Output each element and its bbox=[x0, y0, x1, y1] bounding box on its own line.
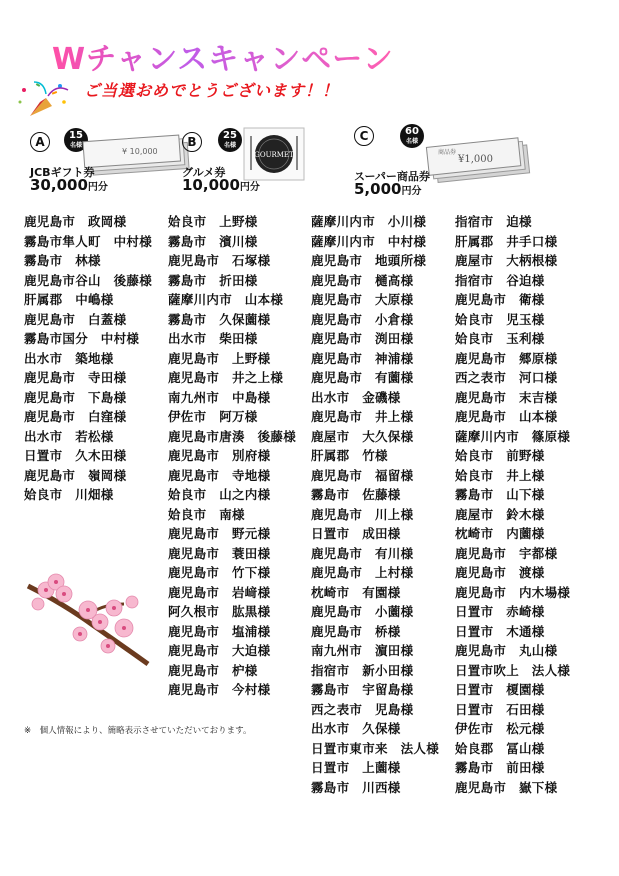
winner-entry: 鹿児島市 井上様 bbox=[311, 409, 414, 424]
winner-entry: 鹿児島市 白窪様 bbox=[24, 409, 127, 424]
winner-entry: 指宿市 新小田様 bbox=[311, 662, 414, 678]
cherry-blossom-icon bbox=[24, 564, 152, 668]
winner-entry: 鹿屋市 大久保様 bbox=[311, 428, 414, 444]
winner-entry: 鹿屋市 大柄根様 bbox=[455, 253, 558, 268]
winner-entry: 鹿児島市 石塚様 bbox=[168, 253, 271, 268]
winner-entry: 鹿児島市 寺地様 bbox=[168, 467, 271, 483]
winner-entry: 霧島市 折田様 bbox=[168, 272, 258, 288]
svg-text:¥ 10,000: ¥ 10,000 bbox=[122, 147, 158, 156]
winner-entry: 鹿児島市 嶺岡様 bbox=[24, 467, 127, 483]
winner-entry: 鹿児島市 岩﨑様 bbox=[168, 584, 271, 600]
winner-entry: 鹿児島市 上村様 bbox=[311, 565, 414, 580]
prize-a bbox=[30, 130, 170, 202]
winners-column-4 bbox=[455, 212, 570, 797]
winner-entry: 鹿児島市 井之上様 bbox=[168, 370, 284, 385]
winner-entry: 霧島市 久保薗様 bbox=[168, 311, 271, 327]
winner-entry: 霧島市国分 中村様 bbox=[24, 331, 140, 346]
winner-entry: 肝属郡 井手口様 bbox=[455, 233, 558, 249]
prize-b bbox=[182, 130, 322, 202]
winner-entry: 伊佐市 阿万様 bbox=[168, 409, 258, 424]
winner-entry: 鹿児島市 山本様 bbox=[455, 409, 558, 424]
winner-entry: 鹿児島市 枦様 bbox=[168, 662, 258, 678]
winner-entry: 鹿児島市 川上様 bbox=[311, 506, 414, 522]
winner-entry: 鹿児島市 白蓋様 bbox=[24, 311, 127, 327]
winner-entry: 鹿児島市 郷原様 bbox=[455, 350, 558, 366]
winner-entry: 指宿市 迫様 bbox=[455, 214, 532, 229]
winner-entry: 鹿児島市 塩浦様 bbox=[168, 623, 271, 639]
winner-entry: 鹿児島市 渕田様 bbox=[311, 331, 414, 346]
winner-entry: 鹿児島市 福留様 bbox=[311, 467, 414, 483]
svg-text:GOURMET: GOURMET bbox=[254, 151, 294, 159]
winner-entry: 霧島市 佐藤様 bbox=[311, 487, 401, 502]
winner-entry: 日置市 上薗様 bbox=[311, 760, 401, 775]
winner-entry: 鹿児島市 宇都様 bbox=[455, 545, 558, 561]
winner-entry: 枕崎市 有園様 bbox=[311, 584, 401, 600]
prize-letter: B bbox=[182, 132, 202, 152]
winner-entry: 鹿児島市谷山 後藤様 bbox=[24, 272, 153, 288]
winner-entry: 鹿児島市 渡様 bbox=[455, 565, 545, 580]
winner-entry: 鹿児島市 大原様 bbox=[311, 292, 414, 307]
winner-entry: 鹿児島市 蓑田様 bbox=[168, 545, 271, 561]
winner-entry: 姶良市 玉利様 bbox=[455, 331, 545, 346]
prize-amount: 30,000円分 bbox=[30, 176, 108, 194]
winner-entry: 日置市 榎園様 bbox=[455, 682, 545, 697]
winner-entry: 鹿児島市 丸山様 bbox=[455, 643, 558, 658]
winner-count-badge: 15 名様 bbox=[64, 128, 88, 152]
winners-column-3 bbox=[311, 212, 439, 797]
winner-entry: 指宿市 谷迫様 bbox=[455, 272, 545, 288]
prize-letter: A bbox=[30, 132, 50, 152]
winner-entry: 霧島市 宇留島様 bbox=[311, 682, 414, 697]
winner-entry: 鹿児島市 小倉様 bbox=[311, 311, 414, 327]
winner-entry: 出水市 金磯様 bbox=[311, 389, 401, 405]
prize-name: グルメ券 bbox=[182, 166, 226, 179]
winner-entry: 鹿児島市 衛様 bbox=[455, 292, 545, 307]
winner-entry: 日置市 久木田様 bbox=[24, 448, 127, 463]
winner-entry: 南九州市 中島様 bbox=[168, 389, 271, 405]
winner-entry: 日置市吹上 法人様 bbox=[455, 662, 571, 678]
winner-entry: 出水市 築地様 bbox=[24, 350, 114, 366]
winner-entry: 薩摩川内市 山本様 bbox=[168, 292, 284, 307]
winner-entry: 霧島市隼人町 中村様 bbox=[24, 233, 153, 249]
winner-entry: 姶良郡 冨山様 bbox=[455, 740, 545, 756]
winner-entry: 姶良市 井上様 bbox=[455, 467, 545, 483]
winner-entry: 鹿児島市 上野様 bbox=[168, 350, 271, 366]
winner-entry: 伊佐市 松元様 bbox=[455, 721, 545, 736]
winner-entry: 薩摩川内市 小川様 bbox=[311, 214, 427, 229]
page-subtitle: ご当選おめでとうございます！！ bbox=[84, 81, 340, 100]
winners-column-2 bbox=[168, 212, 296, 700]
prize-amount: 5,000円分 bbox=[354, 180, 422, 198]
prize-name: スーパー商品券 bbox=[354, 170, 430, 183]
winner-entry: 日置市 成田様 bbox=[311, 526, 401, 541]
privacy-note: ※ 個人情報により、簡略表示させていただいております。 bbox=[24, 726, 252, 736]
winner-entry: 鹿屋市 鈴木様 bbox=[455, 506, 545, 522]
winner-entry: 出水市 若松様 bbox=[24, 428, 114, 444]
winner-entry: 鹿児島市 大迫様 bbox=[168, 643, 271, 658]
winner-entry: 日置市 木通様 bbox=[455, 623, 545, 639]
winner-entry: 姶良市 川畑様 bbox=[24, 487, 114, 502]
winner-entry: 肝属郡 中嶋様 bbox=[24, 292, 114, 307]
winner-entry: 肝属郡 竹様 bbox=[311, 448, 388, 463]
winner-count-badge: 60 名様 bbox=[400, 124, 424, 148]
party-popper-icon bbox=[16, 80, 72, 120]
winner-entry: 日置市東市来 法人様 bbox=[311, 740, 440, 756]
winner-entry: 薩摩川内市 篠原様 bbox=[455, 428, 571, 444]
winner-entry: 霧島市 林様 bbox=[24, 253, 101, 268]
gourmet-voucher-icon bbox=[242, 126, 306, 182]
winner-entry: 西之表市 児島様 bbox=[311, 701, 414, 717]
winner-entry: 鹿児島市 内木場様 bbox=[455, 584, 571, 600]
winner-entry: 霧島市 山下様 bbox=[455, 487, 545, 502]
winner-entry: 鹿児島市唐湊 後藤様 bbox=[168, 428, 297, 444]
winner-entry: 鹿児島市 有薗様 bbox=[311, 370, 414, 385]
svg-text:¥1,000: ¥1,000 bbox=[458, 154, 493, 165]
winner-entry: 鹿児島市 桥様 bbox=[311, 623, 401, 639]
winner-entry: 鹿児島市 嶽下様 bbox=[455, 779, 558, 795]
winner-entry: 霧島市 川西様 bbox=[311, 779, 401, 795]
winner-entry: 姶良市 前野様 bbox=[455, 448, 545, 463]
winner-entry: 姶良市 南様 bbox=[168, 506, 245, 522]
winner-entry: 出水市 柴田様 bbox=[168, 331, 258, 346]
winner-entry: 鹿児島市 小薗様 bbox=[311, 604, 414, 619]
winner-entry: 西之表市 河口様 bbox=[455, 370, 558, 385]
winner-entry: 日置市 石田様 bbox=[455, 701, 545, 717]
winner-entry: 枕崎市 内薗様 bbox=[455, 526, 545, 541]
winner-entry: 薩摩川内市 中村様 bbox=[311, 233, 427, 249]
winner-entry: 鹿児島市 別府様 bbox=[168, 448, 271, 463]
winner-entry: 鹿児島市 今村様 bbox=[168, 682, 271, 697]
winner-entry: 鹿児島市 有川様 bbox=[311, 545, 414, 561]
winner-entry: 姶良市 児玉様 bbox=[455, 311, 545, 327]
winner-entry: 鹿児島市 神浦様 bbox=[311, 350, 414, 366]
winner-entry: 霧島市 前田様 bbox=[455, 760, 545, 775]
winner-entry: 霧島市 濱川様 bbox=[168, 233, 258, 249]
winner-entry: 日置市 赤崎様 bbox=[455, 604, 545, 619]
gift-card-icon bbox=[82, 134, 192, 176]
winner-entry: 出水市 久保様 bbox=[311, 721, 401, 736]
winner-entry: 南九州市 濵田様 bbox=[311, 643, 414, 658]
winner-entry: 鹿児島市 野元様 bbox=[168, 526, 271, 541]
prize-amount: 10,000円分 bbox=[182, 176, 260, 194]
winners-column-1 bbox=[24, 212, 152, 505]
winner-entry: 姶良市 山之内様 bbox=[168, 487, 271, 502]
page-title: Wチャンスキャンペーン bbox=[52, 34, 394, 78]
svg-text:商品券: 商品券 bbox=[438, 149, 457, 156]
winner-entry: 鹿児島市 政岡様 bbox=[24, 214, 127, 229]
prize-name: JCBギフト券 bbox=[30, 166, 95, 179]
shopping-voucher-icon bbox=[424, 136, 534, 184]
prize-letter: C bbox=[354, 126, 374, 146]
winner-count-badge: 25 名様 bbox=[218, 128, 242, 152]
winner-entry: 阿久根市 肱黒様 bbox=[168, 604, 271, 619]
winner-entry: 鹿児島市 地頭所様 bbox=[311, 253, 427, 268]
winner-entry: 鹿児島市 樋高様 bbox=[311, 272, 414, 288]
winner-entry: 鹿児島市 下島様 bbox=[24, 389, 127, 405]
winner-entry: 鹿児島市 寺田様 bbox=[24, 370, 127, 385]
winner-entry: 鹿児島市 竹下様 bbox=[168, 565, 271, 580]
winner-entry: 鹿児島市 末吉様 bbox=[455, 389, 558, 405]
winner-entry: 姶良市 上野様 bbox=[168, 214, 258, 229]
prize-c bbox=[354, 126, 554, 202]
